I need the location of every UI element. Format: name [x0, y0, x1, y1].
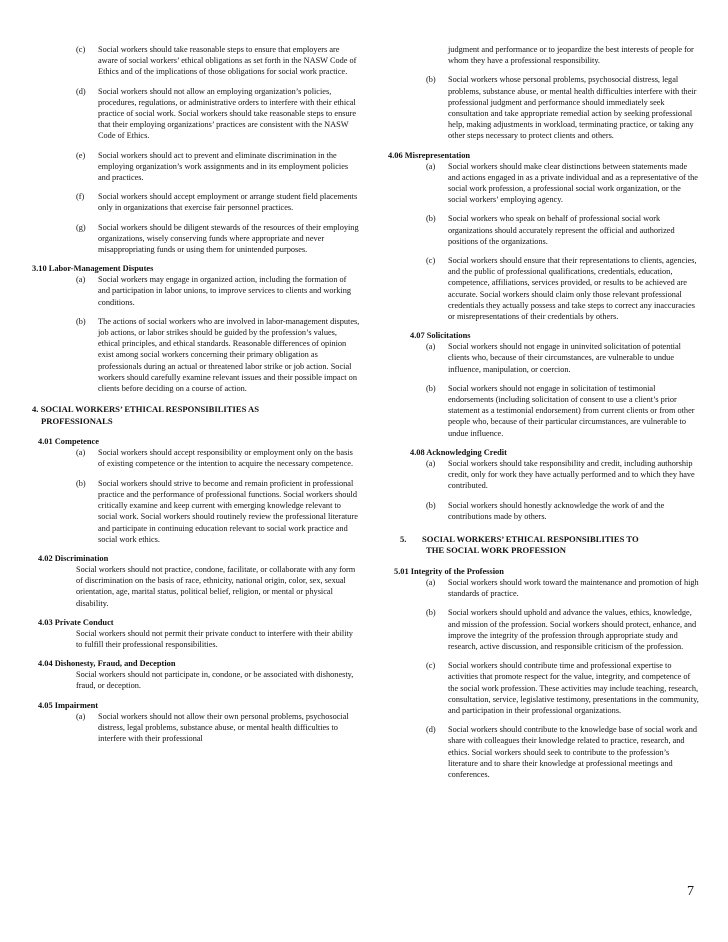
item-text: Social workers should accept employment or arrange student field placements only in organizations that exercise fair personnel practices.: [98, 192, 358, 213]
item-label: (g): [76, 222, 86, 232]
list-item: [32, 222, 360, 256]
left-column: [32, 44, 360, 744]
section-4-heading-line1: 4. SOCIAL WORKERS’ ETHICAL RESPONSIBILITIES AS: [32, 404, 260, 415]
section-4-06-heading: 4.06 Misrepresentation: [388, 150, 471, 160]
list-item: [388, 724, 700, 780]
section-4-heading-line2: PROFESSIONALS: [41, 415, 113, 426]
section-4-02-heading: 4.02 Discrimination: [38, 553, 109, 563]
item-text: Social workers should be diligent stewards of the resources of their employing organizations, wisely conserving funds where appropriate and never misappropriating funds or using them for unintended purposes.: [98, 222, 359, 255]
item-label: (b): [426, 608, 436, 618]
list-item: [388, 458, 700, 492]
list-item: [388, 607, 700, 652]
item-label: (a): [76, 711, 86, 721]
item-label: (c): [426, 256, 436, 266]
item-label: (a): [426, 342, 436, 352]
item-label: (a): [426, 161, 436, 171]
item-label: (a): [426, 577, 436, 587]
item-label: (d): [426, 725, 436, 735]
item-text: Social workers should work toward the maintenance and promotion of high standards of practice.: [448, 577, 699, 599]
item-label: (b): [426, 500, 436, 510]
list-item: [32, 191, 360, 213]
section-4-04-heading: 4.04 Dishonesty, Fraud, and Deception: [38, 659, 176, 669]
list-item: [388, 577, 700, 599]
list-item: [32, 150, 360, 184]
list-item: [388, 213, 700, 247]
section-4-heading: [32, 404, 360, 427]
item-text: Social workers should strive to become and remain proficient in professional practice and the performance of professional functions. Social workers should critically examine and keep current with emerging knowledge relevant to social work. Social workers should routinely review the professional literature and participate in continuing education relevant to social work practice and social work ethics.: [98, 478, 358, 544]
list-item: [32, 44, 360, 78]
item-text: Social workers should not allow an employing organization’s policies, procedures, regulations, or administrative orders to interfere with their ethical practice of social work. Social workers should take reasonable steps to ensure that their employing organizations’ practices are consistent with the NASW Code of Ethics.: [98, 86, 357, 141]
list-item: [32, 478, 360, 545]
section-4-05-item-a: [32, 711, 360, 745]
section-4-07-items: [388, 341, 700, 439]
item-text: Social workers may engage in organized action, including the formation of and participation in labor unions, to improve services to clients and working conditions.: [98, 275, 351, 307]
item-label: (a): [426, 458, 436, 468]
item-text: Social workers should not allow their own personal problems, psychosocial distress, legal problems, substance abuse, or mental health difficulties to interfere with their professional: [98, 711, 349, 743]
section-4-01-heading: 4.01 Competence: [38, 437, 99, 447]
section-3-09-items: [32, 44, 360, 255]
section-5-heading-line2: THE SOCIAL WORK PROFESSION: [426, 545, 567, 556]
section-4-07-heading: 4.07 Solicitations: [410, 331, 471, 341]
section-4-03-heading: 4.03 Private Conduct: [38, 617, 114, 627]
section-5-01-items: [388, 577, 700, 780]
list-item: [388, 383, 700, 439]
list-item: [388, 161, 700, 206]
list-item: [388, 660, 700, 716]
item-label: (d): [76, 86, 86, 96]
item-text: Social workers should accept responsibility or employment only on the basis of existing competence or the intention to acquire the necessary competence.: [98, 448, 354, 469]
item-label: (b): [76, 316, 86, 326]
section-4-08-items: [388, 458, 700, 522]
section-3-10-items: [32, 274, 360, 394]
section-5-heading-text: [422, 534, 639, 557]
list-item: [388, 341, 700, 375]
list-item: [32, 316, 360, 394]
section-5-number: 5.: [400, 533, 407, 544]
section-4-06-items: [388, 161, 700, 323]
item-text: Social workers should not engage in solicitation of testimonial endorsements (including solicitation of consent to use a client’s prior statement as a testimonial endorsement) from current clients or from other people who, because of their particular circumstances, are vulnerable to undue influence.: [448, 383, 695, 438]
section-4-05-item-a-continued: judgment and performance or to jeopardize the best interests of people for whom they have a professional responsibility.: [448, 45, 694, 66]
item-label: (c): [76, 45, 86, 54]
list-item: [32, 447, 360, 469]
section-5-heading: [388, 534, 700, 557]
item-label: (b): [76, 478, 86, 488]
section-4-03-text: Social workers should not permit their private conduct to interfere with their ability to fulfill their professional responsibilities.: [76, 628, 353, 649]
item-text: Social workers should take reasonable steps to ensure that employers are aware of social workers’ ethical obligations as set forth in the NASW Code of Ethics and of the implications of those obligations for social work practice.: [98, 45, 357, 77]
item-text: Social workers should act to prevent and eliminate discrimination in the employing organization’s work assignments and in its employment policies and practices.: [98, 150, 349, 183]
item-label: (b): [426, 75, 436, 85]
section-5-heading-line1: SOCIAL WORKERS’ ETHICAL RESPONSIBLITIES TO: [422, 533, 639, 544]
section-4-01-items: [32, 447, 360, 545]
item-label: (b): [426, 214, 436, 224]
item-text: Social workers whose personal problems, psychosocial distress, legal problems, substance abuse, or mental health difficulties interfere with their professional judgment and performance should immediately seek consultation and take appropriate remedial action by seeking professional help, making adjustments in workload, terminating practice, or taking any other steps necessary to protect clients and others.: [448, 75, 697, 141]
item-text: Social workers should honestly acknowledge the work of and the contributions made by others.: [448, 500, 665, 521]
item-label: (f): [76, 192, 85, 202]
right-column: [388, 44, 700, 780]
item-label: (c): [426, 661, 436, 671]
item-label: (a): [76, 275, 86, 285]
section-4-08-heading: 4.08 Acknowledging Credit: [410, 447, 507, 457]
item-label: (a): [76, 448, 86, 458]
section-4-02-text: Social workers should not practice, condone, facilitate, or collaborate with any form of discrimination on the basis of race, ethnicity, national origin, color, sex, sexual orientation, age, marital status, political belief, religion, or mental or physical disability.: [76, 564, 356, 608]
item-text: Social workers should uphold and advance the values, ethics, knowledge, and mission of the profession. Social workers should protect, enhance, and improve the integrity of the profession through appropriate study and research, active discussion, and responsible criticism of the profession.: [448, 608, 697, 651]
list-item: [388, 500, 700, 522]
page-number: 7: [687, 884, 694, 899]
item-text: Social workers should contribute to the knowledge base of social work and share with colleagues their knowledge related to practice, research, and ethics. Social workers should seek to contribute to the profession’s literature and to share their knowledge at professional meetings and conferences.: [448, 725, 698, 779]
item-label: (e): [76, 150, 86, 160]
item-text: Social workers should not engage in uninvited solicitation of potential clients who, because of their circumstances, are vulnerable to undue influence, manipulation, or coercion.: [448, 342, 681, 374]
item-text: Social workers should make clear distinctions between statements made and actions engaged in as a private individual and as a representative of the social work profession, a professional social work organization, or the social workers’ employing agency.: [448, 161, 698, 205]
section-3-10-heading: 3.10 Labor-Management Disputes: [32, 264, 154, 274]
item-text: Social workers should take responsibility and credit, including authorship credit, only for work they have actually performed and to which they have contributed.: [448, 458, 695, 491]
item-text: Social workers who speak on behalf of professional social work organizations should accurately represent the official and authorized positions of the organizations.: [448, 214, 675, 246]
list-item: [388, 255, 700, 322]
list-item: [32, 274, 360, 308]
item-text: The actions of social workers who are involved in labor-management disputes, job actions, or labor strikes should be guided by the profession’s values, ethical principles, and ethical standards. Reasonable differences of opinion exist among social workers concerning their primary obligation as professionals during an actual or threatened labor strike or job action. Social workers should carefully examine relevant issues and their possible impact on clients before deciding on a course of action.: [98, 316, 360, 394]
item-text: Social workers should contribute time and professional expertise to activities that promote respect for the value, integrity, and competence of the social work profession. These activities may include teaching, research, consultation, service, legislative testimony, presentations in the community, and participation in their professional organizations.: [448, 661, 699, 715]
section-4-05-item-b: [388, 74, 700, 141]
section-4-05-heading: 4.05 Impairment: [38, 700, 99, 710]
item-label: (b): [426, 383, 436, 393]
section-5-01-heading: 5.01 Integrity of the Profession: [394, 566, 504, 576]
item-text: Social workers should ensure that their representations to clients, agencies, and the public of professional qualifications, credentials, education, competence, affiliations, services provided, or results to be achieved are accurate. Social workers should claim only those relevant professional credentials they actually possess and take steps to correct any inaccuracies or misrepresentations of their credentials by others.: [448, 256, 697, 322]
list-item: [32, 86, 360, 142]
section-4-04-text: Social workers should not participate in, condone, or be associated with dishonesty, fraud, or deception.: [76, 670, 354, 691]
